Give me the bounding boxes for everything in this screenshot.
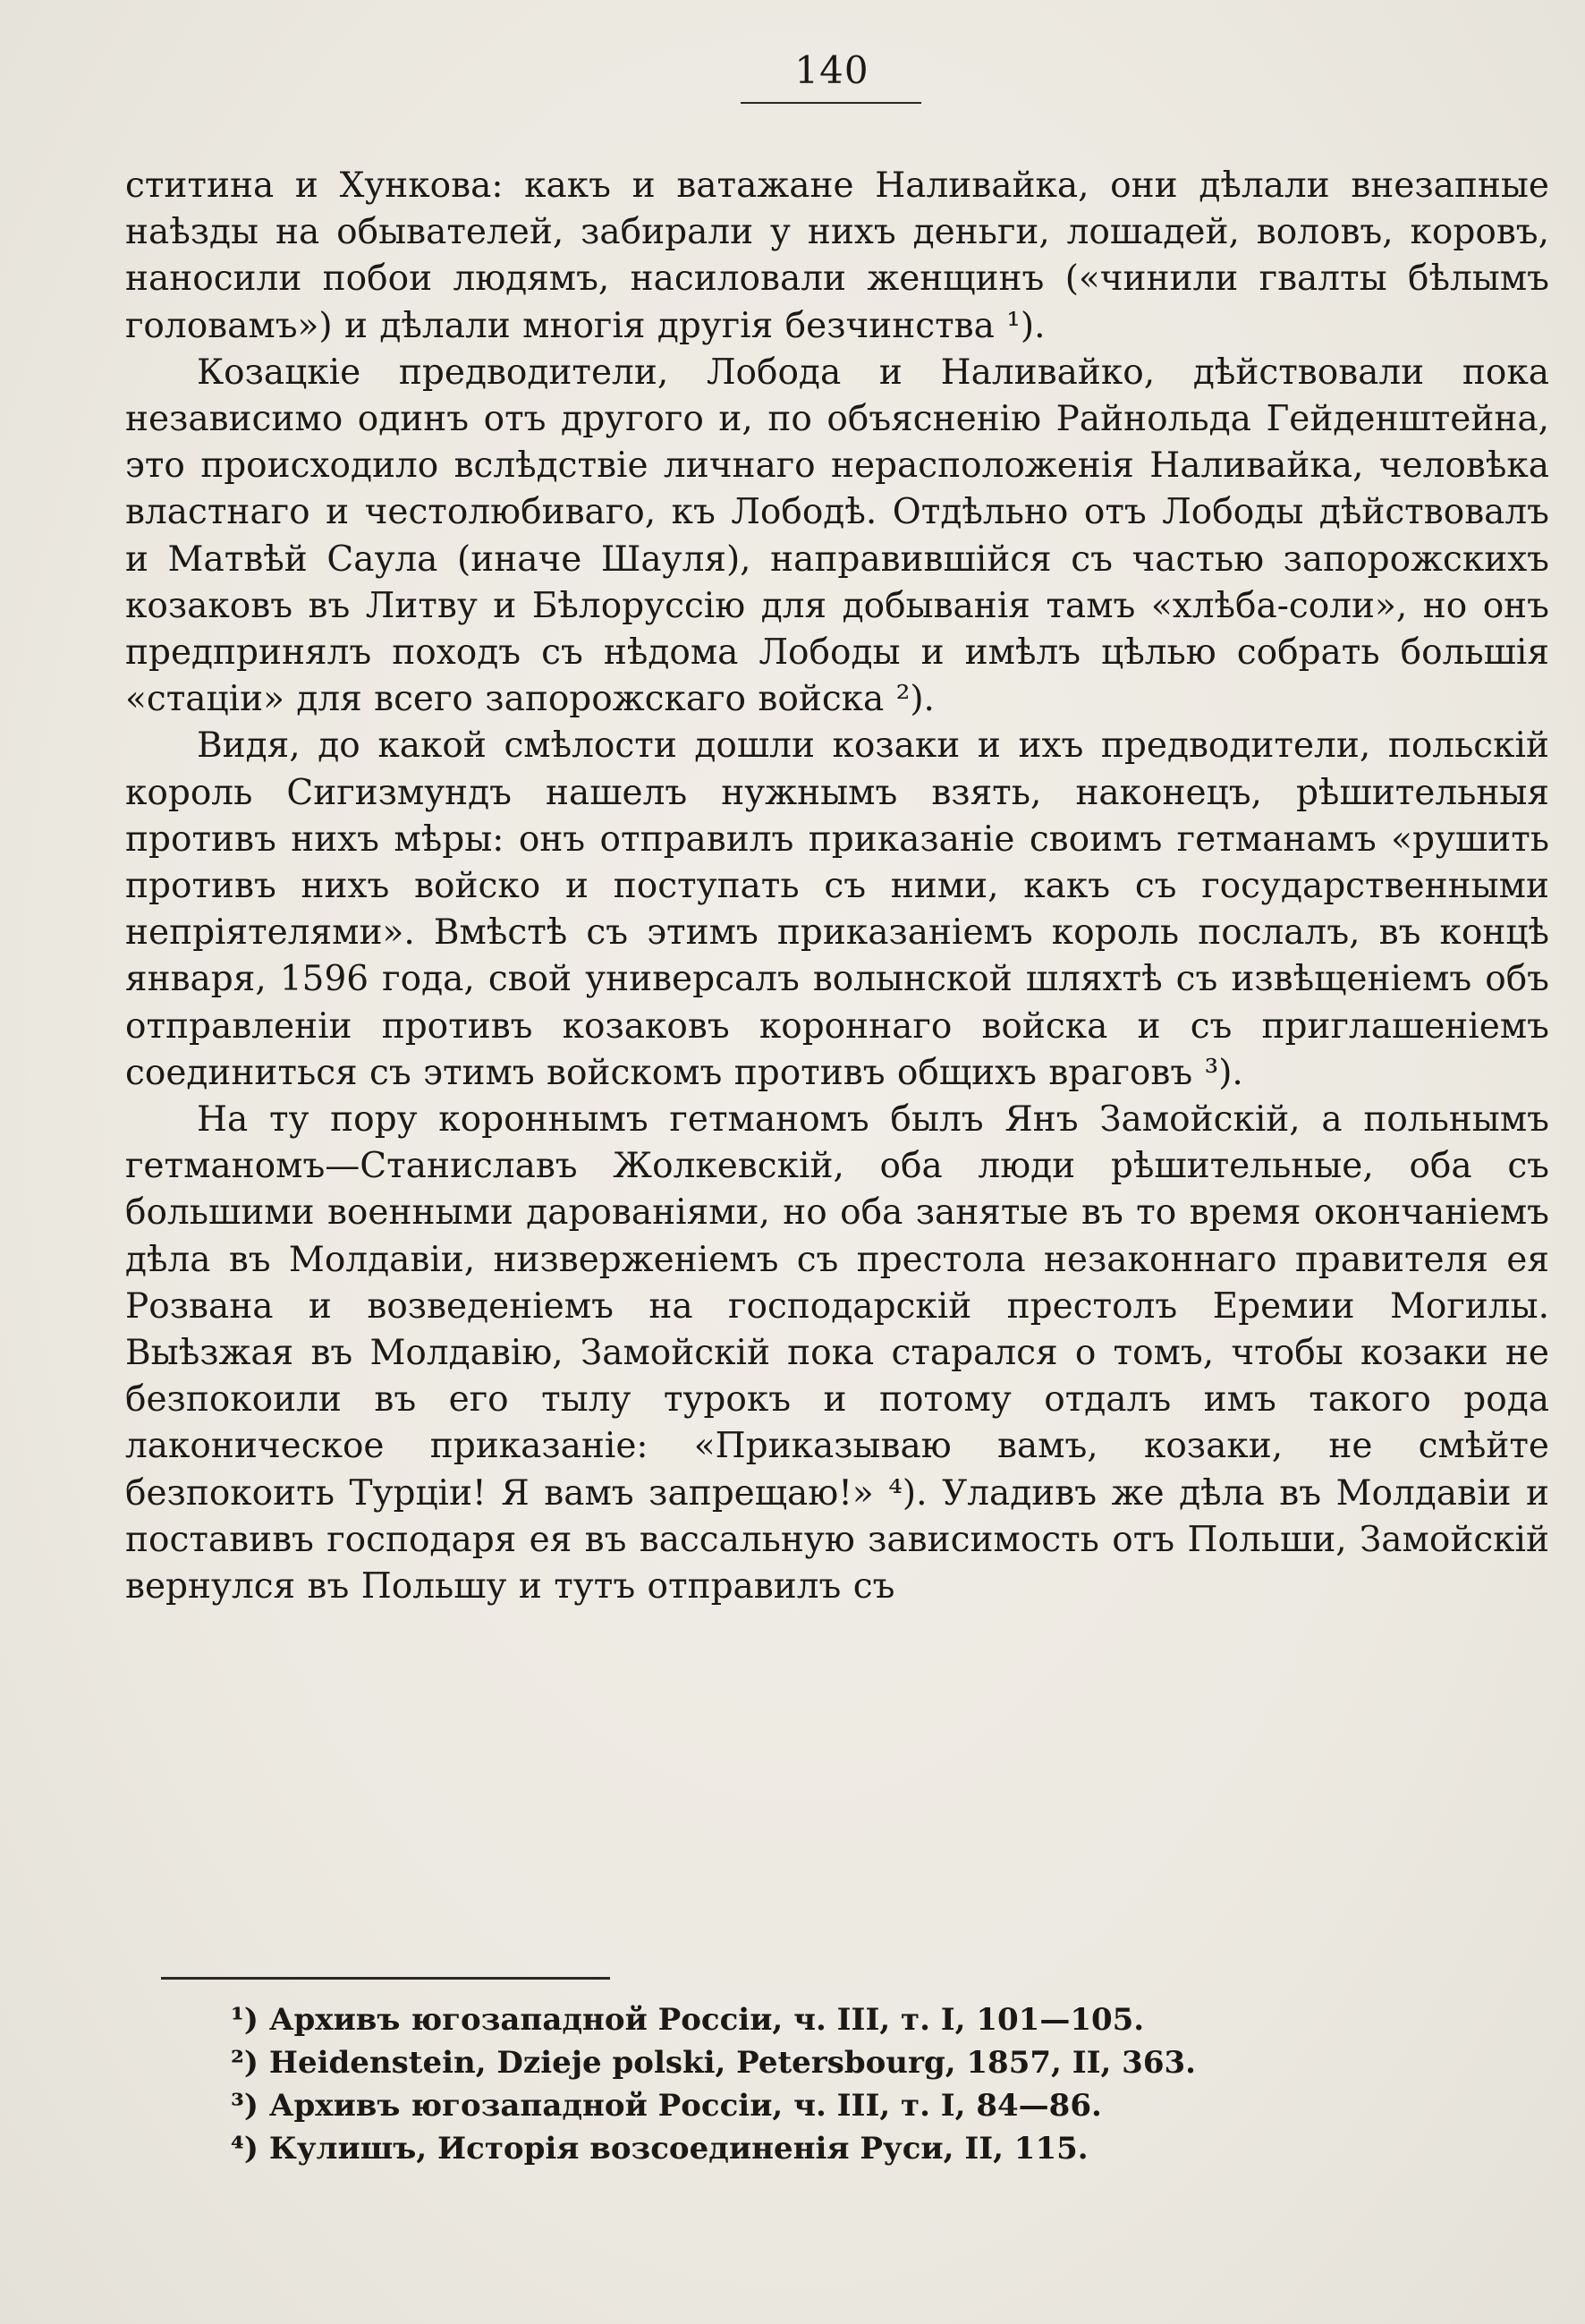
footnote-rule bbox=[161, 1977, 610, 1980]
footnote-text: Heidenstein, Dzieje polski, Petersbourg, 1857, II, 363. bbox=[268, 2045, 1196, 2081]
paragraph-3: Видя, до какой смѣлости дошли козаки и ихъ предводители, польскій король Сигизмундъ нашелъ нужнымъ взять, наконецъ, рѣшительныя противъ нихъ мѣры: онъ отправилъ приказаніе своимъ гетманамъ «рушить противъ нихъ войско и поступать съ ними, какъ съ государственными непріятелями». Вмѣстѣ съ этимъ приказаніемъ король послалъ, въ концѣ января, 1596 года, свой универсалъ волынской шляхтѣ съ извѣщеніемъ объ отправленіи противъ козаковъ короннаго войска и съ приглашеніемъ соединиться съ этимъ войскомъ противъ общихъ враговъ ³). bbox=[125, 725, 1549, 1093]
footnote-1 bbox=[231, 1998, 1483, 2041]
paragraph-4: На ту пору короннымъ гетманомъ былъ Янъ Замойскій, а польнымъ гетманомъ—Станиславъ Жолкевскій, оба люди рѣшительные, оба съ большими военными дарованіями, но оба занятые въ то время окончаніемъ дѣла въ Молдавіи, низверженіемъ съ престола незаконнаго правителя ея Розвана и возведеніемъ на господарскій престолъ Еремии Могилы. Выѣзжая въ Молдавію, Замойскій пока старался о томъ, чтобы козаки не безпокоили въ его тылу турокъ и потому отдалъ имъ такого рода лаконическое приказаніе: «Приказываю вамъ, козаки, не смѣйте безпокоить Турціи! Я вамъ запрещаю!» ⁴). Уладивъ же дѣла въ Молдавіи и поставивъ господаря ея въ вассальную зависимость отъ Польши, Замойскій вернулся въ Польшу и тутъ отправилъ съ bbox=[125, 1099, 1549, 1607]
paragraph-2: Козацкіе предводители, Лобода и Наливайко, дѣйствовали пока независимо одинъ отъ другого и, по объясненію Райнольда Гейденштейна, это происходило вслѣдствіе личнаго нерасположенія Наливайка, человѣка властнаго и честолюбиваго, къ Лободѣ. Отдѣльно отъ Лободы дѣйствовалъ и Матвѣй Саула (иначе Шауля), направившійся съ частью запорожскихъ козаковъ въ Литву и Бѣлоруссію для добыванія тамъ «хлѣба-соли», но онъ предпринялъ походъ съ нѣдома Лободы и имѣлъ цѣлью собрать большія «стаціи» для всего запорожскаго войска ²). bbox=[125, 352, 1549, 720]
paragraph-1: ститина и Хункова: какъ и ватажане Наливайка, они дѣлали внезапные наѣзды на обывателей, забирали у нихъ деньги, лошадей, воловъ, коровъ, наносили побои людямъ, насиловали женщинъ («чинили гвалты бѣлымъ головамъ») и дѣлали многія другія безчинства ¹). bbox=[125, 165, 1549, 346]
footnote-mark: ²) bbox=[231, 2045, 259, 2081]
footnote-text: Кулишъ, Исторія возсоединенія Руси, II, 115. bbox=[268, 2131, 1089, 2167]
footnote-mark: ⁴) bbox=[231, 2131, 259, 2167]
footnote-mark: ³) bbox=[231, 2088, 259, 2124]
footnote-4 bbox=[231, 2127, 1483, 2170]
footnote-text: Архивъ югозападной Россіи, ч. III, т. I, 101—105. bbox=[268, 2002, 1145, 2038]
page-number-rule bbox=[741, 102, 921, 104]
footnote-mark: ¹) bbox=[231, 2002, 259, 2038]
page-number: 140 bbox=[794, 48, 869, 92]
footnote-3 bbox=[231, 2084, 1483, 2127]
body-text bbox=[125, 163, 1549, 1610]
footnote-text: Архивъ югозападной Россіи, ч. III, т. I, 84—86. bbox=[268, 2088, 1102, 2124]
footnotes bbox=[231, 1998, 1483, 2170]
footnote-2 bbox=[231, 2041, 1483, 2084]
